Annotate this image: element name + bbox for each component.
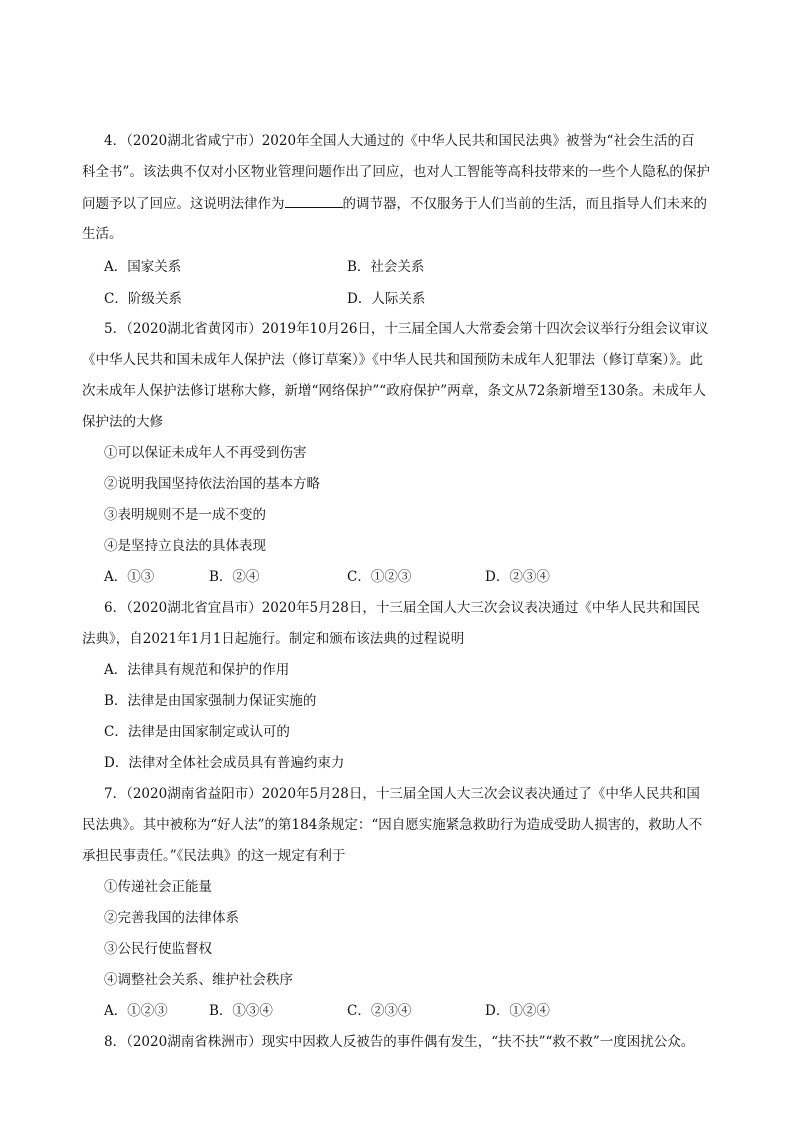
q7-stem-line-1: 7．（2020湖南省益阳市）2020年5月28日，十三届全国人大三次会议表决通过了《中华人民共和国 [104, 786, 700, 802]
q4-stem-line-3 [82, 193, 707, 214]
q4-option-b: B．社会关系 [347, 259, 425, 275]
q4-stem-line-4: 生活。 [82, 226, 123, 242]
answer-blank [285, 193, 343, 208]
q7-stem-line-3: 承担民事责任。”《民法典》的这一规定有利于 [82, 848, 346, 864]
q5-option-c: C．①②③ [347, 569, 412, 585]
q5-option-b: B．②④ [209, 569, 260, 585]
q5-stem-line-3: 次未成年人保护法修订堪称大修，新增“网络保护”“政府保护”两章，条文从72条新增至130条。未成年人 [82, 383, 707, 399]
q5-stem-line-1: 5．（2020湖北省黄冈市）2019年10月26日，十三届全国人大常委会第十四次会议举行分组会议审议 [104, 321, 709, 337]
q4-stem-line-3-before-blank: 问题予以了回应。这说明法律作为 [82, 196, 285, 212]
q4-option-a: A．国家关系 [104, 259, 182, 275]
q7-item-2: ②完善我国的法律体系 [104, 910, 239, 926]
q5-stem-line-4: 保护法的大修 [82, 414, 163, 430]
q6-stem-line-2: 法典》，自2021年1月1日起施行。制定和颁布该法典的过程说明 [82, 631, 465, 647]
q7-option-a: A．①②③ [104, 1003, 168, 1019]
q4-stem-line-1: 4．（2020湖北省咸宁市）2020年全国人大通过的《中华人民共和国民法典》被誉为“社会生活的百 [104, 133, 695, 149]
q5-item-3: ③表明规则不是一成不变的 [104, 507, 266, 523]
q5-stem-line-2: 《中华人民共和国未成年人保护法（修订草案）》《中华人民共和国预防未成年人犯罪法（修订草案）》。此 [82, 352, 703, 368]
q5-option-d: D．②③④ [485, 569, 550, 585]
q5-item-2: ②说明我国坚持依法治国的基本方略 [104, 476, 320, 492]
q7-stem-line-2: 民法典》。其中被称为“好人法”的第184条规定：“因自愿实施紧急救助行为造成受助人损害的，救助人不 [82, 817, 703, 833]
q8-stem-line-1: 8．（2020湖南省株洲市）现实中因救人反被告的事件偶有发生，“扶不扶”“救不救”一度困扰公众。 [104, 1034, 695, 1050]
q4-option-c: C．阶级关系 [104, 291, 182, 307]
q4-stem-line-3-after-blank: 的调节器，不仅服务于人们当前的生活，而且指导人们未来的 [342, 196, 707, 212]
q7-item-4: ④调整社会关系、维护社会秩序 [104, 972, 293, 988]
q4-stem-line-2: 科全书”。该法典不仅对小区物业管理问题作出了回应，也对人工智能等高科技带来的一些个人隐私的保护 [82, 164, 710, 180]
q6-option-c: C．法律是由国家制定或认可的 [104, 724, 290, 740]
q7-option-d: D．①②④ [485, 1003, 550, 1019]
q7-option-b: B．①③④ [209, 1003, 273, 1019]
q5-item-4: ④是坚持立良法的具体表现 [104, 538, 266, 554]
q6-option-b: B．法律是由国家强制力保证实施的 [104, 693, 317, 709]
q6-option-a: A．法律具有规范和保护的作用 [104, 662, 290, 678]
q7-item-3: ③公民行使监督权 [104, 941, 212, 957]
q4-option-d: D．人际关系 [347, 291, 426, 307]
q6-stem-line-1: 6．（2020湖北省宜昌市）2020年5月28日，十三届全国人大三次会议表决通过《中华人民共和国民 [104, 600, 700, 616]
q6-option-d: D．法律对全体社会成员具有普遍约束力 [104, 755, 345, 771]
q7-item-1: ①传递社会正能量 [104, 879, 212, 895]
q5-option-a: A．①③ [104, 569, 155, 585]
q7-option-c: C．②③④ [347, 1003, 412, 1019]
q5-item-1: ①可以保证未成年人不再受到伤害 [104, 445, 307, 461]
